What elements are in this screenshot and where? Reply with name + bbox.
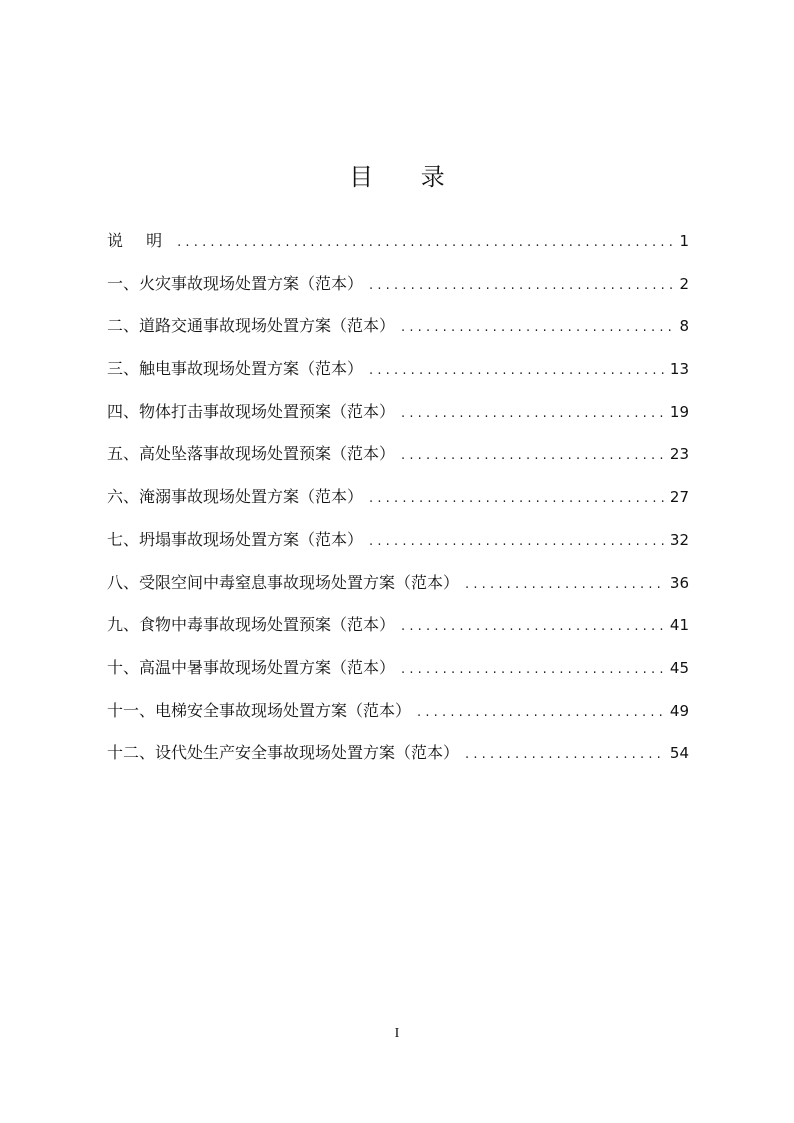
page-footer-number: I bbox=[394, 1026, 400, 1041]
toc-entry[interactable] bbox=[107, 609, 689, 652]
toc-entry[interactable] bbox=[107, 695, 689, 738]
toc-page-number: 32 bbox=[669, 530, 689, 549]
toc-page-number: 8 bbox=[679, 317, 689, 336]
toc-page-number: 1 bbox=[679, 232, 689, 250]
toc-entry[interactable] bbox=[107, 524, 689, 567]
toc-entry-title: 八、受限空间中毒窒息事故现场处置方案（范本） bbox=[107, 572, 460, 592]
toc-entry-title: 二、道路交通事故现场处置方案（范本） bbox=[107, 316, 396, 336]
toc-dot-leader bbox=[401, 398, 666, 430]
toc-dot-leader bbox=[401, 440, 666, 472]
toc-page-number: 19 bbox=[669, 402, 689, 421]
toc-page-number: 13 bbox=[669, 360, 689, 379]
toc-dot-leader bbox=[369, 355, 666, 387]
toc-entry-title: 五、高处坠落事故现场处置预案（范本） bbox=[107, 444, 396, 464]
toc-entry-title: 十、高温中暑事故现场处置方案（范本） bbox=[107, 657, 396, 677]
toc-entry-title: 六、淹溺事故现场处置方案（范本） bbox=[107, 487, 364, 507]
toc-dot-leader bbox=[177, 227, 675, 259]
toc-entry[interactable] bbox=[107, 353, 689, 396]
toc-entry[interactable] bbox=[107, 652, 689, 695]
toc-page-number: 23 bbox=[669, 445, 689, 464]
toc-page-number: 45 bbox=[669, 658, 689, 677]
toc-entry-title: 一、火灾事故现场处置方案（范本） bbox=[107, 273, 364, 293]
toc-dot-leader bbox=[465, 569, 666, 601]
toc-dot-leader bbox=[369, 526, 666, 558]
toc-entry[interactable] bbox=[107, 396, 689, 439]
toc-entry-title: 四、物体打击事故现场处置预案（范本） bbox=[107, 401, 396, 421]
toc-entry-title: 九、食物中毒事故现场处置预案（范本） bbox=[107, 615, 396, 635]
toc-entry[interactable] bbox=[107, 310, 689, 353]
toc-entry-title: 七、坍塌事故现场处置方案（范本） bbox=[107, 529, 364, 549]
toc-entry[interactable] bbox=[107, 481, 689, 524]
page-title: 目 录 bbox=[349, 163, 465, 191]
toc-entry[interactable] bbox=[107, 225, 689, 268]
toc-entry-title: 说 明 bbox=[107, 231, 172, 250]
toc-dot-leader bbox=[401, 654, 666, 686]
toc-entry[interactable] bbox=[107, 438, 689, 481]
toc-page-number: 36 bbox=[669, 573, 689, 592]
toc-page-number: 27 bbox=[669, 488, 689, 507]
toc-entry[interactable] bbox=[107, 737, 689, 780]
toc-entry[interactable] bbox=[107, 268, 689, 311]
toc-dot-leader bbox=[401, 611, 666, 643]
toc-dot-leader bbox=[369, 270, 675, 302]
toc-dot-leader bbox=[401, 312, 675, 344]
toc-dot-leader bbox=[417, 697, 666, 729]
toc-entry-title: 十二、设代处生产安全事故现场处置方案（范本） bbox=[107, 743, 460, 763]
toc-page-number: 49 bbox=[669, 701, 689, 720]
toc-entry-title: 十一、电梯安全事故现场处置方案（范本） bbox=[107, 700, 412, 720]
toc-dot-leader bbox=[369, 483, 666, 515]
toc-entry[interactable] bbox=[107, 567, 689, 610]
toc-entry-title: 三、触电事故现场处置方案（范本） bbox=[107, 359, 364, 379]
toc-dot-leader bbox=[465, 739, 666, 771]
toc-page-number: 2 bbox=[679, 274, 689, 293]
toc-page-number: 54 bbox=[669, 744, 689, 763]
table-of-contents bbox=[107, 225, 689, 780]
toc-page-number: 41 bbox=[669, 616, 689, 635]
